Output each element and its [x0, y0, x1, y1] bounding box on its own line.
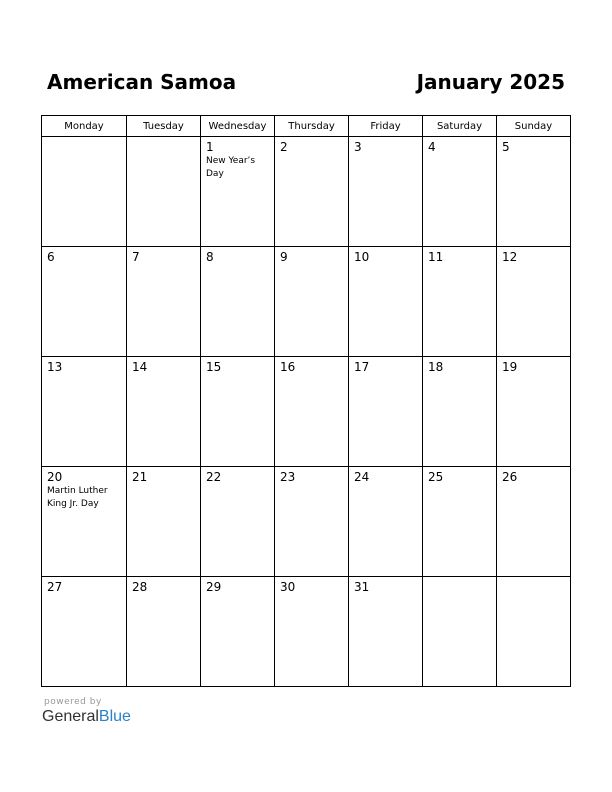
day-cell — [127, 137, 201, 247]
weekday-header: Wednesday — [201, 116, 275, 137]
day-cell — [497, 577, 571, 687]
day-cell — [275, 137, 349, 247]
day-cell — [423, 247, 497, 357]
weekday-header: Tuesday — [127, 116, 201, 137]
day-cell — [201, 357, 275, 467]
day-cell — [349, 137, 423, 247]
day-cell — [349, 577, 423, 687]
day-cell — [423, 137, 497, 247]
day-cell — [201, 247, 275, 357]
day-cell — [423, 357, 497, 467]
powered-by-text: powered by — [44, 697, 102, 707]
weekday-header-row — [42, 116, 571, 137]
weekday-header: Monday — [42, 116, 127, 137]
day-cell — [275, 577, 349, 687]
day-number: 28 — [132, 580, 148, 594]
day-cell — [201, 467, 275, 577]
day-cell — [275, 467, 349, 577]
holiday-label: New Year’s Day — [206, 156, 256, 179]
brand-part2: Blue — [98, 708, 131, 725]
day-number: 26 — [502, 470, 518, 484]
day-cell — [127, 357, 201, 467]
day-number: 31 — [354, 580, 370, 594]
day-number: 19 — [502, 360, 518, 374]
day-cell — [42, 467, 127, 577]
week-row — [42, 577, 571, 687]
holiday-label: Martin Luther King Jr. Day — [47, 486, 108, 509]
day-number: 6 — [47, 250, 55, 264]
day-number — [423, 577, 496, 580]
day-number: 2 — [280, 140, 288, 154]
day-number: 3 — [354, 140, 362, 154]
day-number: 8 — [206, 250, 214, 264]
day-cell — [201, 577, 275, 687]
week-row — [42, 467, 571, 577]
day-cell — [349, 467, 423, 577]
weekday-header: Thursday — [275, 116, 349, 137]
day-number: 12 — [502, 250, 518, 264]
day-cell — [423, 467, 497, 577]
day-cell — [42, 137, 127, 247]
weekday-header: Saturday — [423, 116, 497, 137]
day-cell — [42, 577, 127, 687]
day-cell — [42, 357, 127, 467]
day-number — [497, 577, 570, 580]
day-number: 29 — [206, 580, 222, 594]
weekday-header: Friday — [349, 116, 423, 137]
day-number: 10 — [354, 250, 370, 264]
day-number: 23 — [280, 470, 296, 484]
day-cell — [275, 357, 349, 467]
day-cell — [497, 137, 571, 247]
brand-part1: General — [42, 708, 99, 725]
day-number: 24 — [354, 470, 370, 484]
day-number: 18 — [428, 360, 444, 374]
week-row — [42, 137, 571, 247]
day-number: 15 — [206, 360, 222, 374]
day-number: 4 — [428, 140, 436, 154]
day-number: 30 — [280, 580, 296, 594]
day-cell — [349, 357, 423, 467]
day-number: 27 — [47, 580, 63, 594]
day-number: 17 — [354, 360, 370, 374]
week-row — [42, 357, 571, 467]
day-number: 7 — [132, 250, 140, 264]
day-number: 1 — [206, 140, 214, 154]
week-row — [42, 247, 571, 357]
day-number — [127, 137, 200, 140]
day-cell — [497, 357, 571, 467]
day-cell — [349, 247, 423, 357]
day-cell — [423, 577, 497, 687]
day-cell — [497, 467, 571, 577]
generalblue-logo[interactable] — [42, 708, 131, 726]
day-number: 16 — [280, 360, 296, 374]
day-number: 22 — [206, 470, 222, 484]
country-title: American Samoa — [47, 70, 237, 94]
day-cell — [127, 467, 201, 577]
day-number: 21 — [132, 470, 148, 484]
day-cell — [497, 247, 571, 357]
day-number: 20 — [47, 470, 63, 484]
day-cell — [275, 247, 349, 357]
calendar-grid — [41, 115, 571, 687]
day-number: 14 — [132, 360, 148, 374]
day-number: 11 — [428, 250, 444, 264]
day-number — [42, 137, 126, 140]
month-year-title: January 2025 — [416, 70, 565, 94]
day-cell — [127, 247, 201, 357]
day-cell — [201, 137, 275, 247]
day-cell — [127, 577, 201, 687]
weekday-header: Sunday — [497, 116, 571, 137]
day-number: 13 — [47, 360, 63, 374]
day-number: 25 — [428, 470, 444, 484]
day-number: 9 — [280, 250, 288, 264]
day-number: 5 — [502, 140, 510, 154]
day-cell — [42, 247, 127, 357]
